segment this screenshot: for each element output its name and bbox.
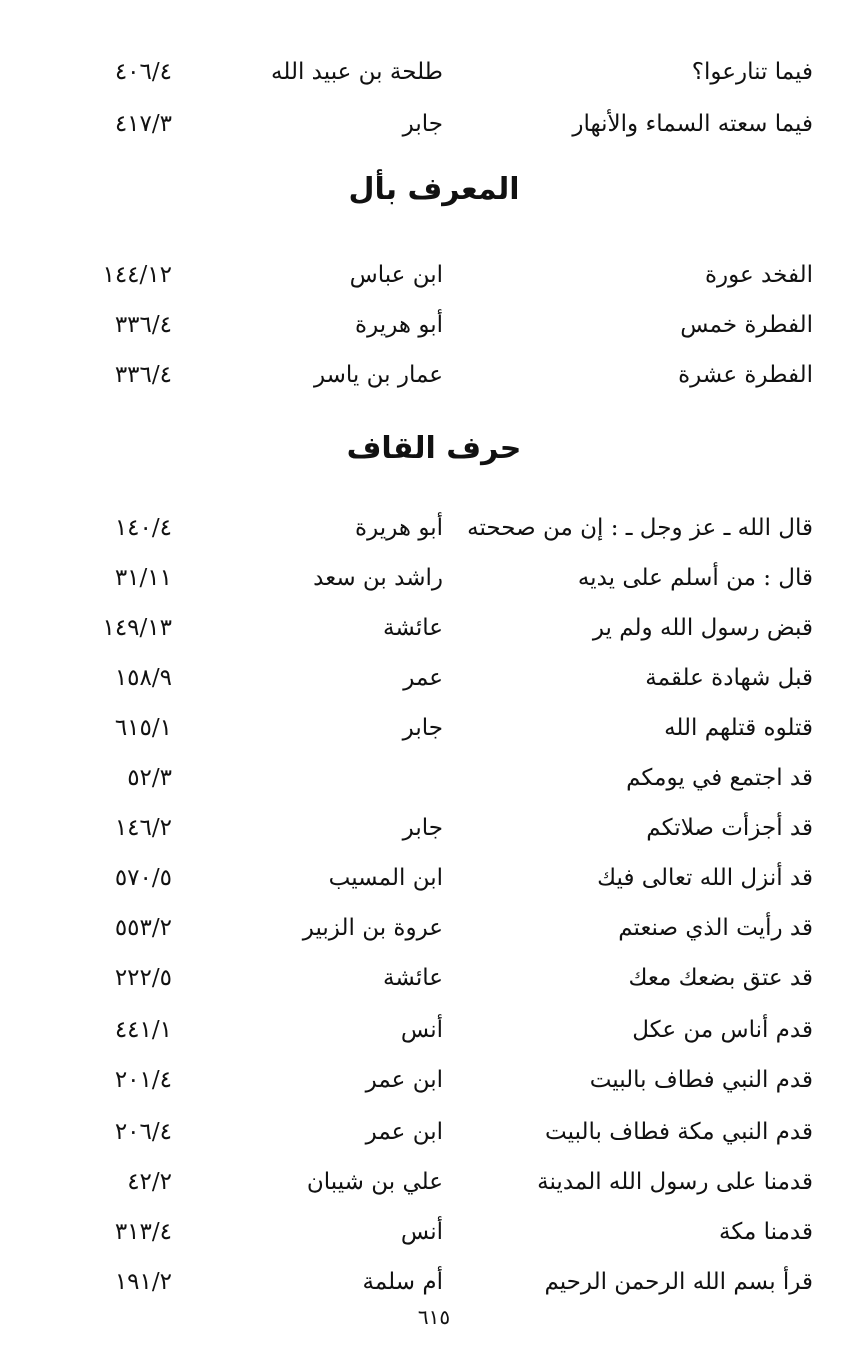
hadith-text: قد أنزل الله تعالى فيك	[597, 865, 813, 891]
hadith-text: قبل شهادة علقمة	[645, 665, 813, 691]
hadith-text: قدمنا مكة	[719, 1219, 813, 1245]
narrator-name: عمر	[403, 665, 443, 691]
narrator-name: عائشة	[383, 965, 443, 991]
narrator-name: عمار بن ياسر	[313, 362, 443, 388]
index-row	[0, 858, 868, 898]
hadith-text: قد اجتمع في يومكم	[626, 765, 813, 791]
index-row	[0, 708, 868, 748]
section-heading: المعرف بأل	[348, 172, 520, 207]
index-row	[0, 1112, 868, 1152]
volume-page-ref: ٤١٧/٣	[114, 111, 172, 137]
narrator-name: ابن عمر	[365, 1119, 443, 1145]
narrator-name: أنس	[400, 1017, 443, 1043]
index-row	[0, 355, 868, 395]
narrator-name: أنس	[400, 1219, 443, 1245]
hadith-text: فيما تنارعوا؟	[691, 59, 813, 85]
index-row	[0, 305, 868, 345]
index-row	[0, 104, 868, 144]
volume-page-ref: ١٤٤/١٢	[102, 262, 172, 288]
volume-page-ref: ٣٣٦/٤	[114, 312, 172, 338]
hadith-text: قد أجزأت صلاتكم	[646, 815, 813, 841]
narrator-name: أبو هريرة	[355, 312, 443, 338]
hadith-text: الفطرة عشرة	[678, 362, 813, 388]
narrator-name: جابر	[402, 815, 443, 841]
narrator-name: عروة بن الزبير	[302, 915, 443, 941]
index-row	[0, 1162, 868, 1202]
index-row	[0, 255, 868, 295]
hadith-text: الفطرة خمس	[680, 312, 813, 338]
index-row	[0, 1262, 868, 1302]
volume-page-ref: ١٩١/٢	[114, 1269, 172, 1295]
hadith-text: قرأ بسم الله الرحمن الرحيم	[544, 1269, 813, 1295]
hadith-text: قال : من أسلم على يديه	[577, 565, 813, 591]
hadith-text: قدم النبي فطاف بالبيت	[589, 1067, 813, 1093]
hadith-text: قدم النبي مكة فطاف بالبيت	[545, 1119, 813, 1145]
hadith-text: فيما سعته السماء والأنهار	[572, 111, 813, 137]
volume-page-ref: ٢٠٦/٤	[114, 1119, 172, 1145]
volume-page-ref: ٤٢/٢	[127, 1169, 172, 1195]
hadith-text: قبض رسول الله ولم ير	[592, 615, 813, 641]
index-row	[0, 808, 868, 848]
volume-page-ref: ٥٢/٣	[127, 765, 172, 791]
narrator-name: عائشة	[383, 615, 443, 641]
index-row	[0, 508, 868, 548]
volume-page-ref: ٣١/١١	[114, 565, 172, 591]
volume-page-ref: ١٤٦/٢	[114, 815, 172, 841]
section-heading: حرف القاف	[346, 431, 522, 466]
volume-page-ref: ١٥٨/٩	[114, 665, 172, 691]
hadith-text: قد عتق بضعك معك	[628, 965, 813, 991]
index-row	[0, 608, 868, 648]
hadith-text: قد رأيت الذي صنعتم	[618, 915, 813, 941]
hadith-text: قتلوه قتلهم الله	[664, 715, 813, 741]
index-row	[0, 1060, 868, 1100]
narrator-name: جابر	[402, 715, 443, 741]
index-row	[0, 52, 868, 92]
volume-page-ref: ٣١٣/٤	[114, 1219, 172, 1245]
volume-page-ref: ٦١٥/١	[114, 715, 172, 741]
index-row	[0, 558, 868, 598]
narrator-name: راشد بن سعد	[313, 565, 443, 591]
index-row	[0, 958, 868, 998]
volume-page-ref: ٢٠١/٤	[114, 1067, 172, 1093]
index-row	[0, 658, 868, 698]
index-row	[0, 758, 868, 798]
narrator-name: جابر	[402, 111, 443, 137]
volume-page-ref: ١٤٠/٤	[114, 515, 172, 541]
narrator-name: طلحة بن عبيد الله	[271, 59, 443, 85]
index-row	[0, 1212, 868, 1252]
hadith-text: الفخد عورة	[704, 262, 813, 288]
narrator-name: ابن المسيب	[328, 865, 443, 891]
hadith-text: قال الله ـ عز وجل ـ : إن من صححته	[467, 515, 813, 541]
volume-page-ref: ٥٥٣/٢	[114, 915, 172, 941]
index-row	[0, 908, 868, 948]
volume-page-ref: ٤٤١/١	[114, 1017, 172, 1043]
narrator-name: ابن عباس	[349, 262, 443, 288]
volume-page-ref: ٣٣٦/٤	[114, 362, 172, 388]
narrator-name: أم سلمة	[362, 1269, 443, 1295]
volume-page-ref: ٢٢٢/٥	[114, 965, 172, 991]
page-number: ٦١٥	[417, 1305, 451, 1329]
narrator-name: علي بن شيبان	[306, 1169, 443, 1195]
index-row	[0, 1010, 868, 1050]
volume-page-ref: ٥٧٠/٥	[114, 865, 172, 891]
hadith-text: قدم أناس من عكل	[632, 1017, 813, 1043]
volume-page-ref: ١٤٩/١٣	[102, 615, 172, 641]
volume-page-ref: ٤٠٦/٤	[114, 59, 172, 85]
narrator-name: ابن عمر	[365, 1067, 443, 1093]
narrator-name: أبو هريرة	[355, 515, 443, 541]
hadith-text: قدمنا على رسول الله المدينة	[537, 1169, 813, 1195]
